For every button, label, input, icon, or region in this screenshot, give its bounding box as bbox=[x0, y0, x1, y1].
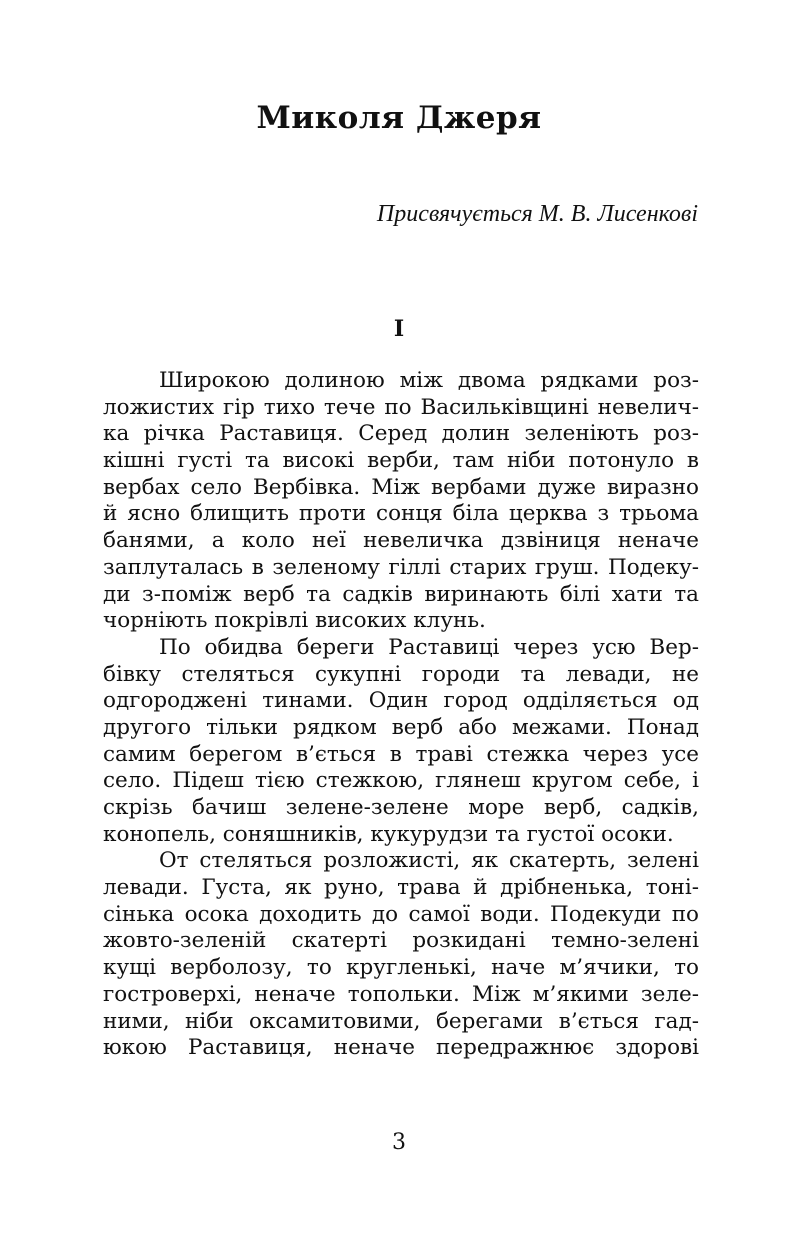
dedication: Присвячується М. В. Лисенкові bbox=[376, 201, 698, 227]
text-line: ложистих гір тихо тече по Васильківщині невелич- bbox=[103, 394, 699, 420]
chapter-number: І bbox=[393, 316, 405, 342]
text-line: юкою Раставиця, неначе передражнює здорові bbox=[103, 1035, 699, 1061]
text-line: вербах село Вербівка. Між вербами дуже виразно bbox=[103, 474, 699, 500]
text-line: гостроверхі, неначе топольки. Між м’якими зеле- bbox=[103, 981, 699, 1007]
text-line: банями, а коло неї невеличка дзвіниця неначе bbox=[103, 528, 699, 554]
page-title: Миколя Джеря bbox=[256, 100, 542, 136]
text-line: По обидва береги Раставиці через усю Вер- bbox=[159, 634, 699, 660]
text-line: жовто-зеленій скатерті розкидані темно-зелені bbox=[103, 928, 699, 954]
page-number: 3 bbox=[392, 1130, 406, 1155]
body-text bbox=[103, 368, 699, 1062]
text-line: кішні густі та високі верби, там ніби потонуло в bbox=[103, 448, 699, 474]
text-line: бівку стеляться сукупні городи та левади, не bbox=[103, 661, 699, 687]
text-line: самим берегом в’ється в траві стежка через усе bbox=[103, 741, 699, 767]
text-line: конопель, соняшників, кукурудзи та густої осоки. bbox=[103, 821, 674, 847]
text-line: левади. Густа, як руно, трава й дрібненька, тоні- bbox=[103, 875, 699, 901]
text-line: другого тільки рядком верб або межами. Понад bbox=[103, 714, 699, 740]
text-line: Широкою долиною між двома рядками роз- bbox=[159, 368, 699, 393]
text-line: одгороджені тинами. Один город одділяється од bbox=[103, 688, 699, 714]
text-line: ними, ніби оксамитовими, берегами в’ється гад- bbox=[103, 1008, 699, 1034]
text-line: ди з-поміж верб та садків виринають білі хати та bbox=[103, 581, 699, 607]
text-line: кущі верболозу, то кругленькі, наче м’ячики, то bbox=[103, 955, 699, 981]
text-line: заплуталась в зеленому гіллі старих груш. Подеку- bbox=[103, 554, 699, 580]
text-line: чорніють покрівлі високих клунь. bbox=[103, 608, 486, 634]
text-line: скрізь бачиш зелене-зелене море верб, садків, bbox=[103, 795, 699, 820]
text-line: й ясно блищить проти сонця біла церква з трьома bbox=[103, 501, 699, 527]
text-line: ка річка Раставиця. Серед долин зеленіють роз- bbox=[103, 421, 699, 447]
text-line: село. Підеш тією стежкою, глянеш кругом себе, і bbox=[103, 768, 699, 794]
text-line: От стеляться розложисті, як скатерть, зелені bbox=[159, 848, 699, 874]
text-line: сінька осока доходить до самої води. Подекуди по bbox=[103, 901, 699, 927]
